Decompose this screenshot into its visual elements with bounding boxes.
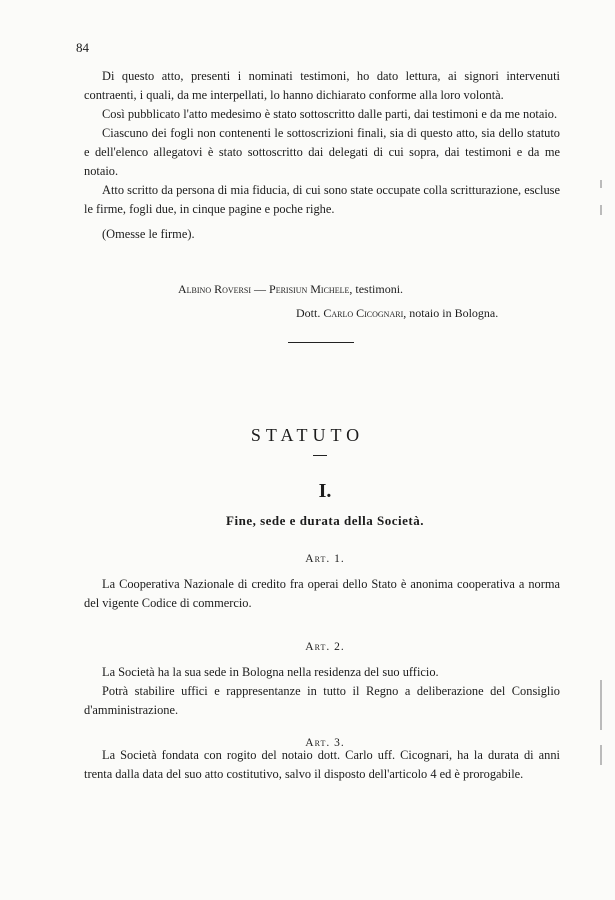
notary-signature-line — [296, 306, 498, 321]
article-heading: Art. 2. — [305, 641, 345, 653]
article-1-text — [84, 575, 560, 613]
article-paragraph: La Cooperativa Nazionale di credito fra operai dello Stato è anonima cooperativa a norma del vigente Codice di commercio. — [84, 577, 560, 610]
page-number: 84 — [76, 40, 89, 55]
witness-name: Albino Roversi — [178, 282, 252, 296]
witness-suffix: , testimoni. — [349, 282, 404, 296]
article-paragraph: Potrà stabilire uffici e rappresentanze in tutto il Regno a deliberazione del Consiglio d'amministrazione. — [84, 684, 560, 717]
article-paragraph: La Società fondata con rogito del notaio dott. Carlo uff. Cicognari, ha la durata di anni trenta dalla data del suo atto costitutivo, salvo il disposto dell'articolo 4 ed è prorogabile. — [84, 748, 560, 781]
chapter-number: I. — [318, 480, 332, 502]
scan-edge-mark — [600, 180, 602, 188]
omitted-signatures-note: (Omesse le firme). — [102, 227, 195, 241]
article-paragraph: La Società ha la sua sede in Bologna nella residenza del suo ufficio. — [102, 665, 439, 679]
article-2-text — [84, 663, 560, 720]
witness-name: Perisiun Michele — [269, 282, 350, 296]
deed-paragraph: Ciascuno dei fogli non contenenti le sottoscrizioni finali, sia di questo atto, sia dello statuto e dell'elenco allegatovi è stato sottoscritto dai delegati di cui sopra, dai testimoni e da me notaio. — [84, 126, 560, 178]
scan-edge-mark — [600, 205, 602, 215]
scan-edge-mark — [600, 745, 602, 765]
deed-paragraph: Così pubblicato l'atto medesimo è stato sottoscritto dalle parti, dai testimoni e da me notaio. — [102, 107, 558, 121]
witness-separator: — — [254, 282, 267, 296]
notary-suffix: , notaio in Bologna. — [403, 306, 499, 320]
deed-paragraph: Atto scritto da persona di mia fiducia, di cui sono state occupate colla scritturazione, escluse le firme, fogli due, in cinque pagine e poche righe. — [84, 183, 560, 216]
article-3-text — [84, 746, 560, 784]
article-heading: Art. 1. — [305, 553, 345, 565]
chapter-title: Fine, sede e durata della Società. — [226, 513, 424, 528]
notary-name: Carlo Cicognari — [323, 306, 404, 320]
deed-paragraph: Di questo atto, presenti i nominati testimoni, ho dato lettura, ai signori intervenuti contraenti, i quali, da me interpellati, lo hanno dichiarato conforme alla loro volontà. — [84, 69, 560, 102]
deed-closing-text — [84, 67, 560, 244]
scan-edge-mark — [600, 680, 602, 730]
article-heading: Art. 3. — [305, 737, 345, 749]
witness-signature-line — [178, 282, 403, 297]
notary-title: Dott. — [296, 306, 321, 320]
section-divider — [288, 342, 354, 343]
statute-heading: STATUTO — [250, 425, 365, 445]
heading-underline — [313, 455, 327, 456]
